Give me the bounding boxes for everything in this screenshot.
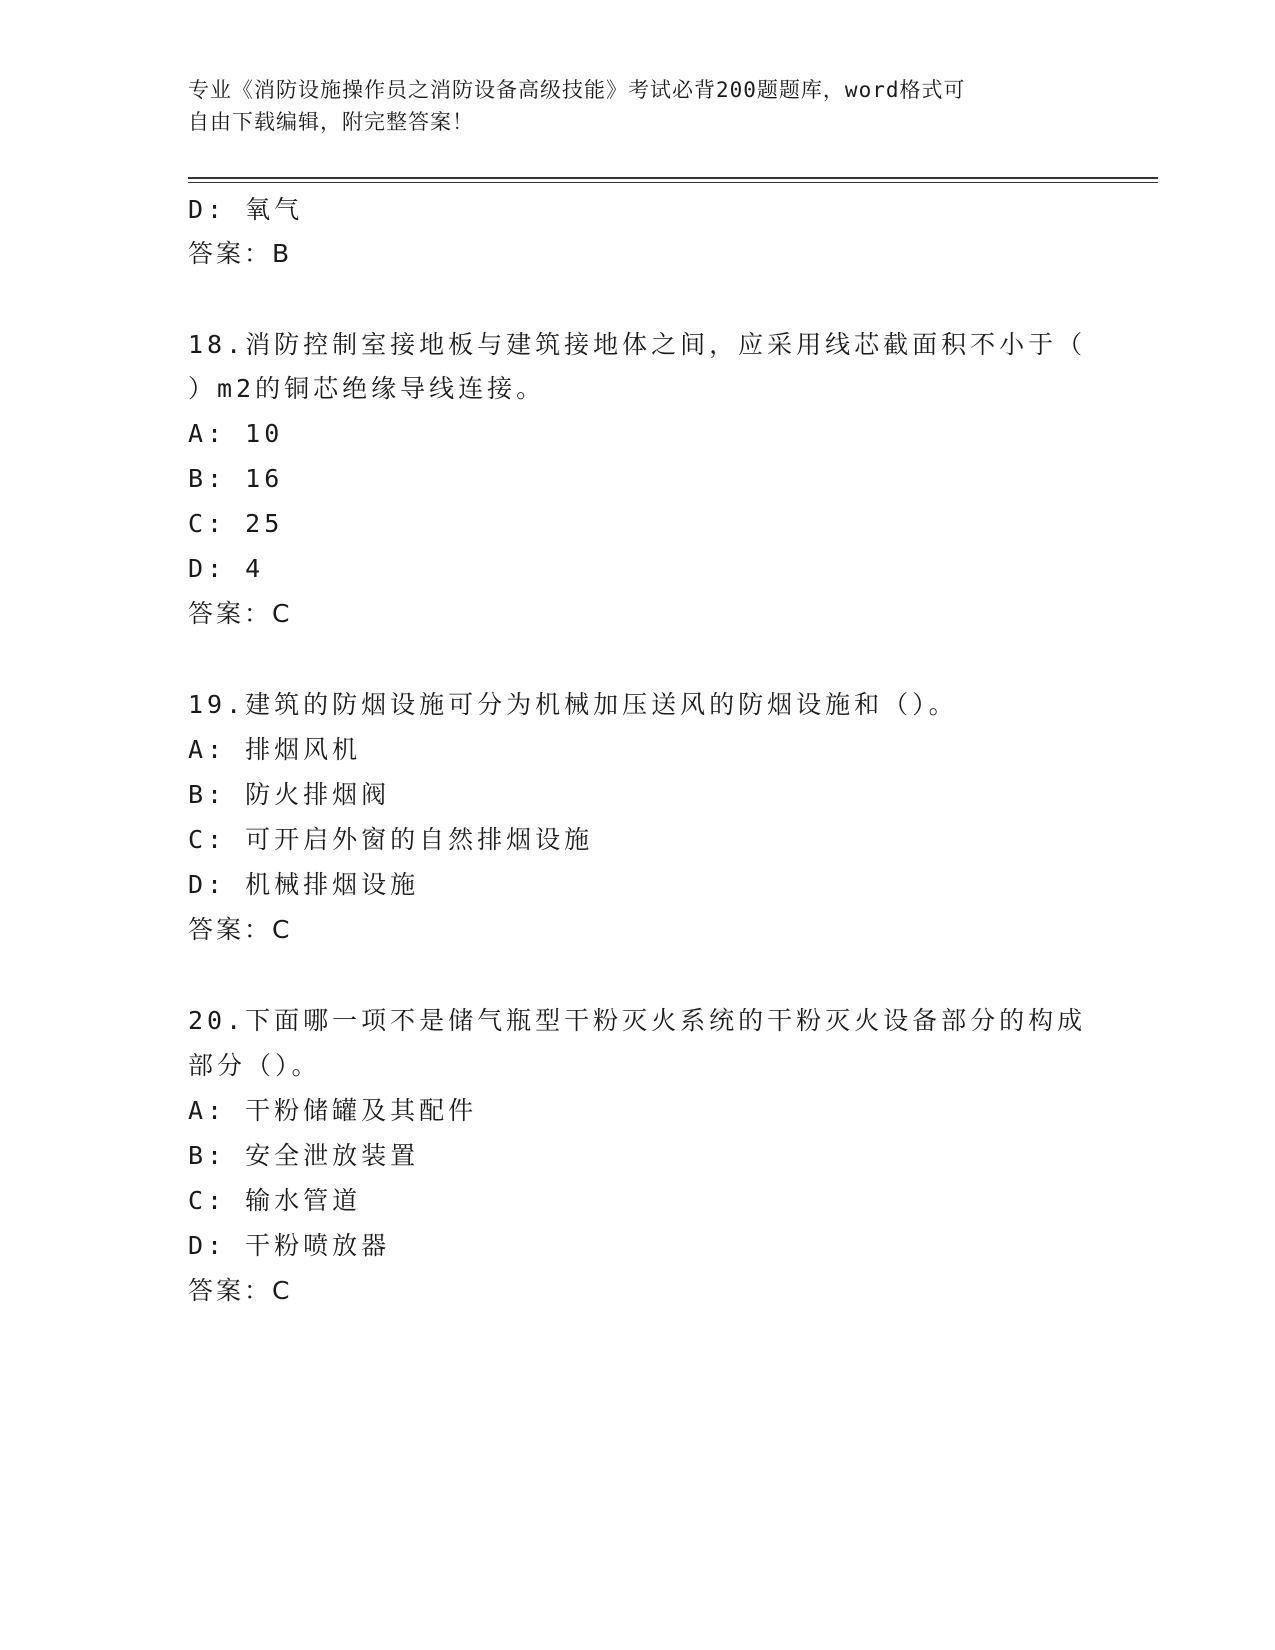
- q19-option-b: B: 防火排烟阀: [188, 780, 391, 809]
- document-header: [188, 74, 1088, 138]
- q20-option-d: D: 干粉喷放器: [188, 1231, 391, 1260]
- q20-stem-line-2: 部分（）。: [188, 1051, 321, 1080]
- q19-option-a: A: 排烟风机: [188, 735, 362, 764]
- q18-option-a: A: 10: [188, 419, 284, 448]
- header-line-2: 自由下载编辑，附完整答案！: [188, 110, 474, 134]
- q20-answer: 答案：C: [188, 1276, 293, 1305]
- q19-answer: 答案：C: [188, 915, 293, 944]
- prev-answer: 答案：B: [188, 239, 293, 268]
- q20-option-c: C: 输水管道: [188, 1186, 362, 1215]
- q18-stem-line-1: 18.消防控制室接地板与建筑接地体之间，应采用线芯截面积不小于（: [188, 330, 1087, 359]
- prev-option-d: D: 氧气: [188, 195, 304, 224]
- q19-option-c: C: 可开启外窗的自然排烟设施: [188, 825, 594, 854]
- q20-option-a: A: 干粉储罐及其配件: [188, 1096, 478, 1125]
- q19-stem-line-1: 19.建筑的防烟设施可分为机械加压送风的防烟设施和（）。: [188, 690, 958, 719]
- q18-option-b: B: 16: [188, 464, 284, 493]
- header-line-1: 专业《消防设施操作员之消防设备高级技能》考试必背200题题库，word格式可: [188, 78, 966, 102]
- q19-option-d: D: 机械排烟设施: [188, 870, 420, 899]
- q20-option-b: B: 安全泄放装置: [188, 1141, 420, 1170]
- header-divider-thin: [188, 182, 1158, 183]
- q18-stem-line-2: ）m2的铜芯绝缘导线连接。: [188, 374, 546, 403]
- q20-stem-line-1: 20.下面哪一项不是储气瓶型干粉灭火系统的干粉灭火设备部分的构成: [188, 1006, 1087, 1035]
- header-divider: [188, 177, 1158, 179]
- q18-option-c: C: 25: [188, 509, 284, 538]
- q18-answer: 答案：C: [188, 599, 293, 628]
- q18-option-d: D: 4: [188, 554, 265, 583]
